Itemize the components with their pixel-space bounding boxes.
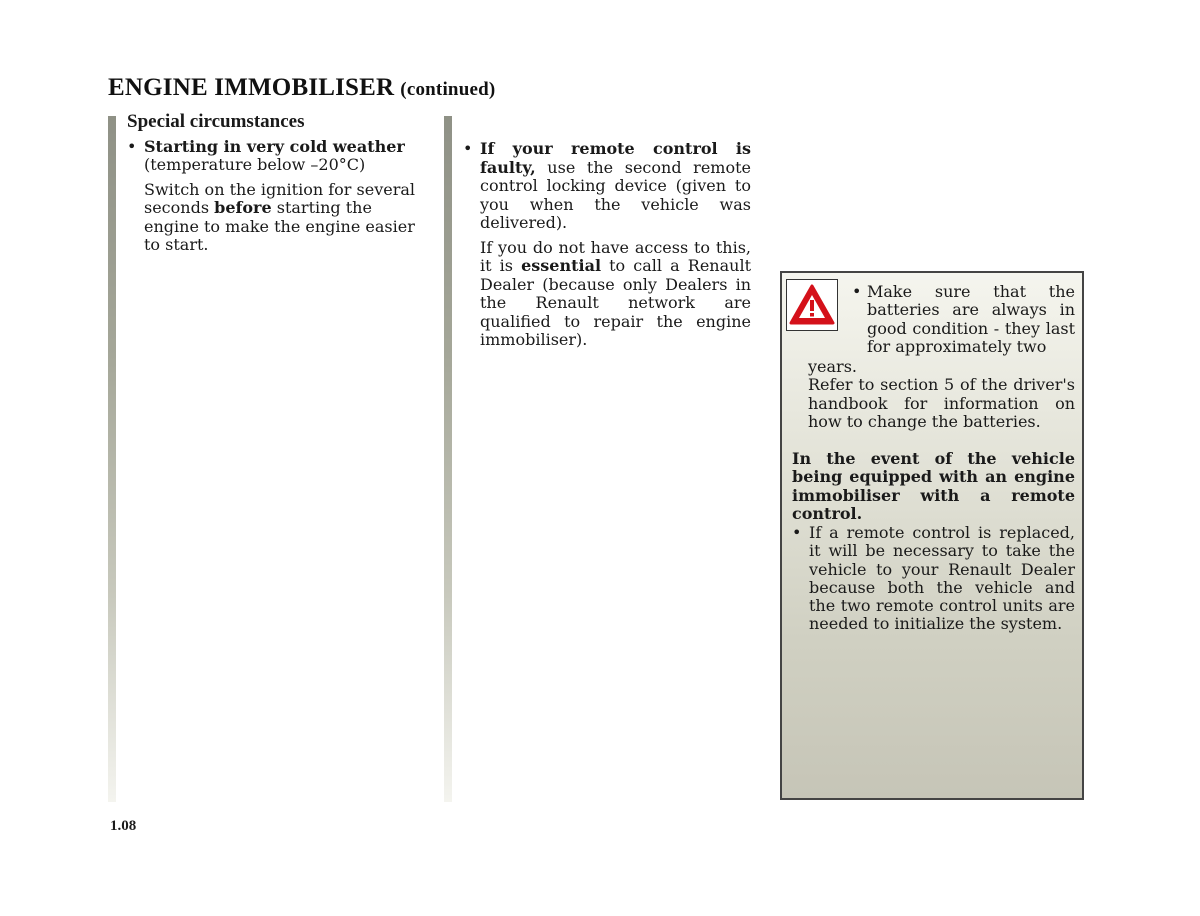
batteries-years: years. xyxy=(808,357,857,376)
item-detail: (temperature below –20°C) xyxy=(144,155,366,174)
warning-triangle-icon xyxy=(786,279,838,331)
para-text: If you do not have access to this, it is xyxy=(480,237,751,275)
replacement-text: If a remote control is replaced, it will be necessary to take the vehicle to your Renault Dealer because both the vehicle and the two remote control units are needed to initialize the system. xyxy=(809,523,1075,634)
list-item-remote-faulty xyxy=(463,140,751,350)
item-title: Starting in very cold weather xyxy=(144,136,405,156)
para-bold: before xyxy=(214,198,272,217)
bullet: • xyxy=(127,136,137,156)
middle-side-bar xyxy=(444,116,452,802)
middle-column xyxy=(463,140,751,350)
para-text: Switch on the ignition for several seconds xyxy=(144,179,415,217)
page-number: 1.08 xyxy=(110,818,137,834)
warning-batteries-continued xyxy=(808,358,1075,431)
paragraph-dealer xyxy=(480,239,751,350)
batteries-text: Make sure that the batteries are always in good condition - they last for approximately two xyxy=(867,282,1075,356)
left-side-bar xyxy=(108,116,116,802)
bullet: • xyxy=(792,523,802,542)
list-item-replacement xyxy=(792,524,1075,634)
list-item-cold-weather xyxy=(127,138,417,255)
batteries-refer: Refer to section 5 of the driver's handbook for information on how to change the batteries. xyxy=(808,375,1075,431)
title-continued: (continued) xyxy=(400,79,496,100)
para-text: to call a Renault Dealer (because only Dealers in the Renault network are qualified to repair the engine immobiliser). xyxy=(480,256,751,349)
para-text: starting the engine to make the engine easier to start. xyxy=(144,198,415,254)
paragraph-ignition xyxy=(144,181,417,255)
item-title: If your remote control is faulty, xyxy=(480,139,751,177)
warning-batteries-bullet xyxy=(852,283,1075,356)
title-main: ENGINE IMMOBILISER xyxy=(108,74,395,101)
warning-bold-paragraph xyxy=(792,450,1075,523)
warning-box xyxy=(780,271,1084,800)
list-item-batteries xyxy=(852,283,1075,356)
bullet: • xyxy=(852,282,862,301)
bullet: • xyxy=(463,139,473,158)
page-title xyxy=(108,74,495,102)
item-text: use the second remote control locking device (given to you when the vehicle was delivered). xyxy=(480,157,751,232)
warning-replacement-bullet xyxy=(792,524,1075,634)
left-column xyxy=(127,113,417,255)
bold-para-text: In the event of the vehicle being equipped with an engine immobiliser with a remote control. xyxy=(792,449,1075,523)
para-bold: essential xyxy=(521,256,602,275)
section-heading: Special circumstances xyxy=(127,111,305,132)
